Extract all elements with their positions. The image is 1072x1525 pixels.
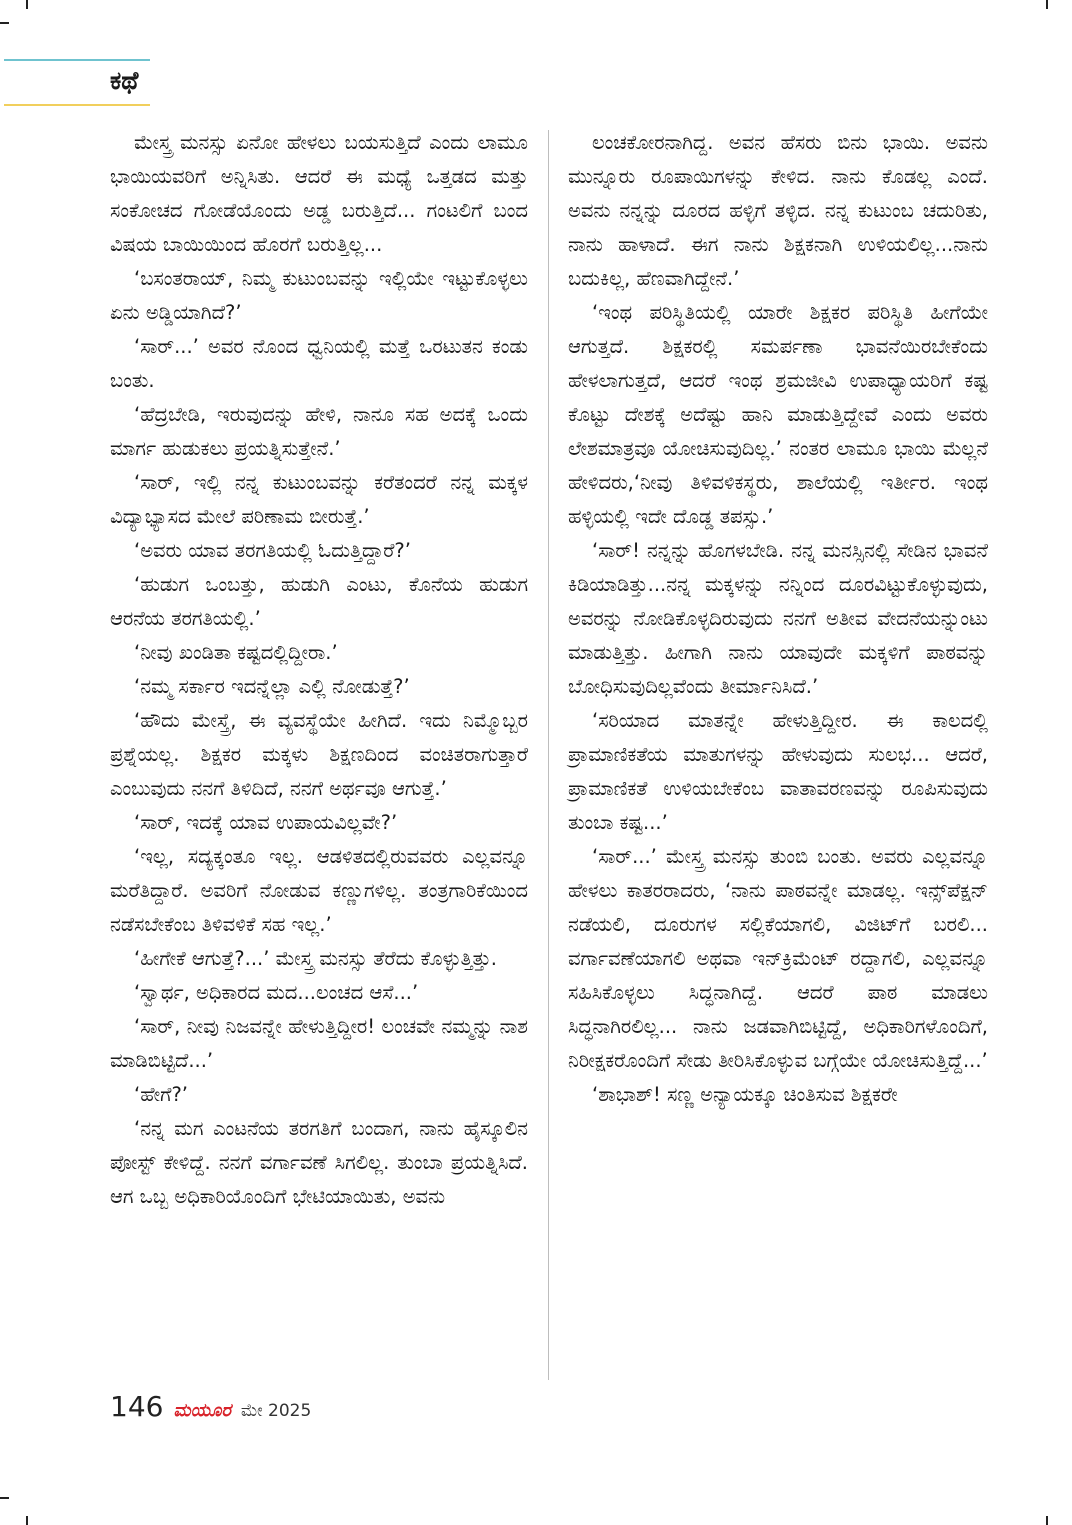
crop-mark xyxy=(1046,0,1048,9)
paragraph: ‘ಅವರು ಯಾವ ತರಗತಿಯಲ್ಲಿ ಓದುತ್ತಿದ್ದಾರೆ?’ xyxy=(134,539,411,562)
paragraph: ‘ಇಲ್ಲ, ಸದ್ಯಕ್ಕಂತೂ ಇಲ್ಲ. ಆಡಳಿತದಲ್ಲಿರುವವರು ಎಲ್ಲವನ್ನೂ ಮರೆತಿದ್ದಾರೆ. ಅವರಿಗೆ ನೋಡುವ ಕಣ್ಣುಗಳಿಲ್ಲ. ತಂತ್ರಗಾರಿಕೆಯಿಂದ ನಡೆಸಬೇಕೆಂಬ ತಿಳಿವಳಿಕೆ ಸಹ ಇಲ್ಲ.’ xyxy=(110,845,528,936)
story-column-left xyxy=(110,126,528,1214)
issue-date: ಮೇ 2025 xyxy=(240,1401,312,1421)
page-footer xyxy=(110,1390,311,1430)
paragraph: ‘ಸಾರ್...’ ಮೇಸ್ತ್ರ ಮನಸ್ಸು ತುಂಬಿ ಬಂತು. ಅವರು ಎಲ್ಲವನ್ನೂ ಹೇಳಲು ಕಾತರರಾದರು, ‘ನಾನು ಪಾಠವನ್ನೇ ಮಾಡಲ್ಲ. ಇನ್ಸ್‌ಪೆಕ್ಷನ್ ನಡೆಯಲಿ, ದೂರುಗಳ ಸಲ್ಲಿಕೆಯಾಗಲಿ, ವಿಜಿಟ್‌ಗೆ ಬರಲಿ... ವರ್ಗಾವಣೆಯಾಗಲಿ ಅಥವಾ ಇನ್‌ಕ್ರಿಮೆಂಟ್ ರದ್ದಾಗಲಿ, ಎಲ್ಲವನ್ನೂ ಸಹಿಸಿಕೊಳ್ಳಲು ಸಿದ್ಧನಾಗಿದ್ದೆ. ಆದರೆ ಪಾಠ ಮಾಡಲು ಸಿದ್ಧನಾಗಿರಲಿಲ್ಲ... ನಾನು ಜಡವಾಗಿಬಿಟ್ಟಿದ್ದೆ, ಅಧಿಕಾರಿಗಳೊಂದಿಗೆ, ನಿರೀಕ್ಷಕರೊಂದಿಗೆ ಸೇಡು ತೀರಿಸಿಕೊಳ್ಳುವ ಬಗ್ಗೆಯೇ ಯೋಚಿಸುತ್ತಿದ್ದೆ...’ xyxy=(568,845,988,1072)
paragraph: ‘ಸಾರ್! ನನ್ನನ್ನು ಹೊಗಳಬೇಡಿ. ನನ್ನ ಮನಸ್ಸಿನಲ್ಲಿ ಸೇಡಿನ ಭಾವನೆ ಕಿಡಿಯಾಡಿತ್ತು...ನನ್ನ ಮಕ್ಕಳನ್ನು ನನ್ನಿಂದ ದೂರವಿಟ್ಟುಕೊಳ್ಳುವುದು, ಅವರನ್ನು ನೋಡಿಕೊಳ್ಳದಿರುವುದು ನನಗೆ ಅತೀವ ವೇದನೆಯನ್ನುಂಟು ಮಾಡುತ್ತಿತ್ತು. ಹೀಗಾಗಿ ನಾನು ಯಾವುದೇ ಮಕ್ಕಳಿಗೆ ಪಾಠವನ್ನು ಬೋಧಿಸುವುದಿಲ್ಲವೆಂದು ತೀರ್ಮಾನಿಸಿದೆ.’ xyxy=(568,539,988,698)
paragraph: ‘ಸಾರ್...’ ಅವರ ನೊಂದ ಧ್ವನಿಯಲ್ಲಿ ಮತ್ತೆ ಒರಟುತನ ಕಂಡು ಬಂತು. xyxy=(110,335,528,392)
paragraph: ‘ಸಾರ್, ಇದಕ್ಕೆ ಯಾವ ಉಪಾಯವಿಲ್ಲವೇ?’ xyxy=(134,811,398,834)
paragraph: ‘ಹೌದು ಮೇಸ್ತ್ರೆ, ಈ ವ್ಯವಸ್ಥೆಯೇ ಹೀಗಿದೆ. ಇದು ನಿಮ್ಮೊಬ್ಬರ ಪ್ರಶ್ನೆಯಲ್ಲ. ಶಿಕ್ಷಕರ ಮಕ್ಕಳು ಶಿಕ್ಷಣದಿಂದ ವಂಚಿತರಾಗುತ್ತಾರೆ ಎಂಬುವುದು ನನಗೆ ತಿಳಿದಿದೆ, ನನಗೆ ಅರ್ಥವೂ ಆಗುತ್ತೆ.’ xyxy=(110,709,528,800)
paragraph: ‘ನನ್ನ ಮಗ ಎಂಟನೆಯ ತರಗತಿಗೆ ಬಂದಾಗ, ನಾನು ಹೈಸ್ಕೂಲಿನ ಪೋಸ್ಟ್ ಕೇಳಿದ್ದೆ. ನನಗೆ ವರ್ಗಾವಣೆ ಸಿಗಲಿಲ್ಲ. ತುಂಬಾ ಪ್ರಯತ್ನಿಸಿದೆ. ಆಗ ಒಬ್ಬ ಅಧಿಕಾರಿಯೊಂದಿಗೆ ಭೇಟಿಯಾಯಿತು, ಅವನು xyxy=(110,1117,528,1208)
paragraph: ಮೇಸ್ತ್ರ ಮನಸ್ಸು ಏನೋ ಹೇಳಲು ಬಯಸುತ್ತಿದೆ ಎಂದು ಲಾಮೂ ಭಾಯಿಯವರಿಗೆ ಅನ್ನಿಸಿತು. ಆದರೆ ಈ ಮಧ್ಯೆ ಒತ್ತಡದ ಮತ್ತು ಸಂಕೋಚದ ಗೋಡೆಯೊಂದು ಅಡ್ಡ ಬರುತ್ತಿದೆ... ಗಂಟಲಿಗೆ ಬಂದ ವಿಷಯ ಬಾಯಿಯಿಂದ ಹೊರಗೆ ಬರುತ್ತಿಲ್ಲ... xyxy=(110,131,528,256)
crop-mark xyxy=(1046,1516,1048,1525)
paragraph: ‘ಸಾರ್, ನೀವು ನಿಜವನ್ನೇ ಹೇಳುತ್ತಿದ್ದೀರ! ಲಂಚವೇ ನಮ್ಮನ್ನು ನಾಶ ಮಾಡಿಬಿಟ್ಟಿದೆ...’ xyxy=(110,1015,528,1072)
crop-mark xyxy=(0,1497,9,1499)
crop-mark xyxy=(26,0,28,9)
paragraph: ಲಂಚಕೋರನಾಗಿದ್ದ. ಅವನ ಹೆಸರು ಬಿನು ಭಾಯಿ. ಅವನು ಮುನ್ನೂರು ರೂಪಾಯಿಗಳನ್ನು ಕೇಳಿದ. ನಾನು ಕೊಡಲ್ಲ ಎಂದೆ. ಅವನು ನನ್ನನ್ನು ದೂರದ ಹಳ್ಳಿಗೆ ತಳ್ಳಿದ. ನನ್ನ ಕುಟುಂಬ ಚದುರಿತು, ನಾನು ಹಾಳಾದೆ. ಈಗ ನಾನು ಶಿಕ್ಷಕನಾಗಿ ಉಳಿಯಲಿಲ್ಲ...ನಾನು ಬದುಕಿಲ್ಲ, ಹೆಣವಾಗಿದ್ದೇನೆ.’ xyxy=(568,131,988,290)
paragraph: ‘ಹೆದ್ರಬೇಡಿ, ಇರುವುದನ್ನು ಹೇಳಿ, ನಾನೂ ಸಹ ಅದಕ್ಕೆ ಒಂದು ಮಾರ್ಗ ಹುಡುಕಲು ಪ್ರಯತ್ನಿಸುತ್ತೇನೆ.’ xyxy=(110,403,528,460)
magazine-logo: ಮಯೂರ xyxy=(173,1400,231,1421)
section-accent-rule-bottom xyxy=(4,104,150,106)
paragraph: ‘ನಮ್ಮ ಸರ್ಕಾರ ಇದನ್ನೆಲ್ಲಾ ಎಲ್ಲಿ ನೋಡುತ್ತೆ?’ xyxy=(134,675,410,698)
paragraph: ‘ಶಾಭಾಶ್! ಸಣ್ಣ ಅನ್ಯಾಯಕ್ಕೂ ಚಿಂತಿಸುವ ಶಿಕ್ಷಕರೇ xyxy=(592,1083,898,1106)
paragraph: ‘ಹುಡುಗ ಒಂಬತ್ತು, ಹುಡುಗಿ ಎಂಟು, ಕೊನೆಯ ಹುಡುಗ ಆರನೆಯ ತರಗತಿಯಲ್ಲಿ.’ xyxy=(110,573,528,630)
paragraph: ‘ಹೇಗೆ?’ xyxy=(134,1083,188,1106)
crop-mark xyxy=(0,22,9,24)
paragraph: ‘ಸಾರ್, ಇಲ್ಲಿ ನನ್ನ ಕುಟುಂಬವನ್ನು ಕರೆತಂದರೆ ನನ್ನ ಮಕ್ಕಳ ವಿದ್ಯಾಭ್ಯಾಸದ ಮೇಲೆ ಪರಿಣಾಮ ಬೀರುತ್ತೆ.’ xyxy=(110,471,528,528)
paragraph: ‘ಸ್ವಾರ್ಥ, ಅಧಿಕಾರದ ಮದ...ಲಂಚದ ಆಸೆ...’ xyxy=(134,981,419,1004)
crop-mark xyxy=(26,1516,28,1525)
paragraph: ‘ನೀವು ಖಂಡಿತಾ ಕಷ್ಟದಲ್ಲಿದ್ದೀರಾ.’ xyxy=(134,641,338,664)
column-divider xyxy=(548,130,549,1380)
story-column-right xyxy=(568,126,988,1112)
page-number: 146 xyxy=(110,1390,164,1423)
section-title: ಕಥೆ xyxy=(110,66,139,95)
paragraph: ‘ಬಸಂತರಾಯ್, ನಿಮ್ಮ ಕುಟುಂಬವನ್ನು ಇಲ್ಲಿಯೇ ಇಟ್ಟುಕೊಳ್ಳಲು ಏನು ಅಡ್ಡಿಯಾಗಿದೆ?’ xyxy=(110,267,528,324)
paragraph: ‘ಸರಿಯಾದ ಮಾತನ್ನೇ ಹೇಳುತ್ತಿದ್ದೀರ. ಈ ಕಾಲದಲ್ಲಿ ಪ್ರಾಮಾಣಿಕತೆಯ ಮಾತುಗಳನ್ನು ಹೇಳುವುದು ಸುಲಭ... ಆದರೆ, ಪ್ರಾಮಾಣಿಕತೆ ಉಳಿಯಬೇಕೆಂಬ ವಾತಾವರಣವನ್ನು ರೂಪಿಸುವುದು ತುಂಬಾ ಕಷ್ಟ...’ xyxy=(568,709,988,834)
section-accent-rule-top xyxy=(4,59,150,61)
paragraph: ‘ಇಂಥ ಪರಿಸ್ಥಿತಿಯಲ್ಲಿ ಯಾರೇ ಶಿಕ್ಷಕರ ಪರಿಸ್ಥಿತಿ ಹೀಗೆಯೇ ಆಗುತ್ತದೆ. ಶಿಕ್ಷಕರಲ್ಲಿ ಸಮರ್ಪಣಾ ಭಾವನೆಯಿರಬೇಕೆಂದು ಹೇಳಲಾಗುತ್ತದೆ, ಆದರೆ ಇಂಥ ಶ್ರಮಜೀವಿ ಉಪಾಧ್ಯಾಯರಿಗೆ ಕಷ್ಟ ಕೊಟ್ಟು ದೇಶಕ್ಕೆ ಅದೆಷ್ಟು ಹಾನಿ ಮಾಡುತ್ತಿದ್ದೇವೆ ಎಂದು ಅವರು ಲೇಶಮಾತ್ರವೂ ಯೋಚಿಸುವುದಿಲ್ಲ.’ ನಂತರ ಲಾಮೂ ಭಾಯಿ ಮೆಲ್ಲನೆ ಹೇಳಿದರು,‘ನೀವು ತಿಳಿವಳಿಕಸ್ಥರು, ಶಾಲೆಯಲ್ಲಿ ಇರ್ತೀರ. ಇಂಥ ಹಳ್ಳಿಯಲ್ಲಿ ಇದೇ ದೊಡ್ಡ ತಪಸ್ಸು.’ xyxy=(568,301,988,528)
paragraph: ‘ಹೀಗೇಕೆ ಆಗುತ್ತೆ?...’ ಮೇಸ್ತ್ರ ಮನಸ್ಸು ತೆರೆದು ಕೊಳ್ಳುತ್ತಿತ್ತು. xyxy=(134,947,497,970)
